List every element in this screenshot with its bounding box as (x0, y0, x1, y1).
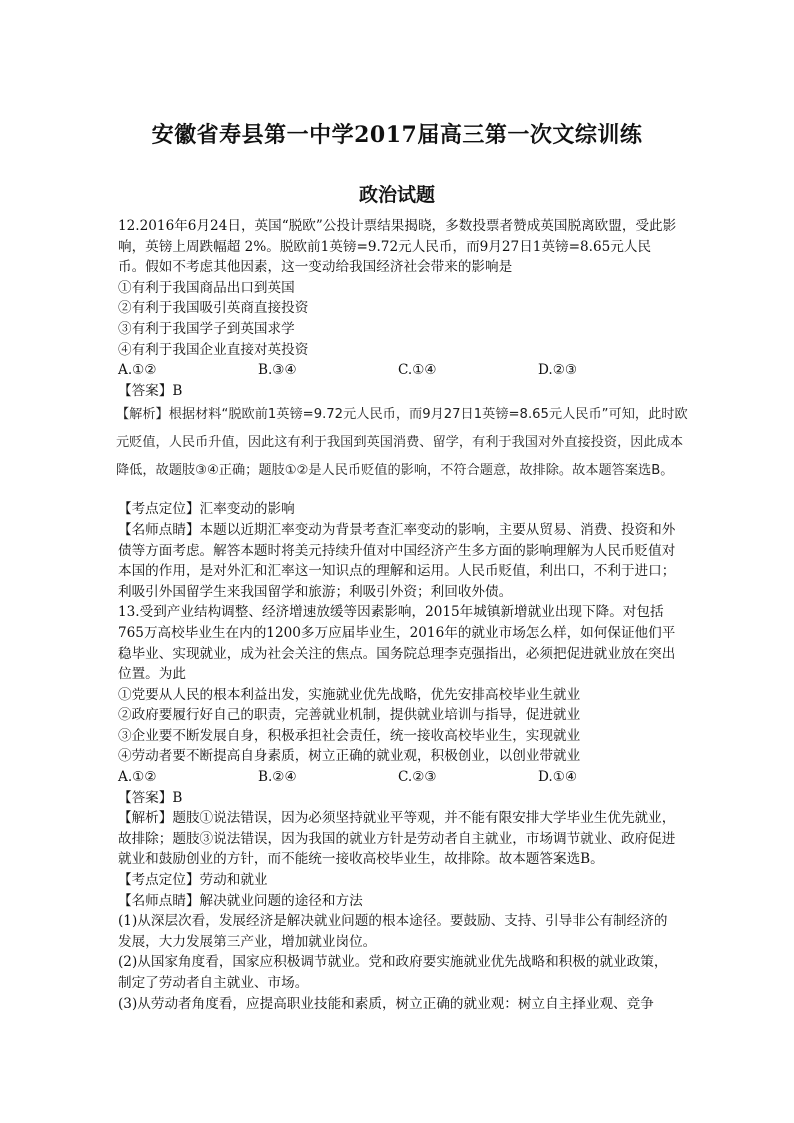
question-12-options (118, 360, 678, 381)
question-12-item-3: ③有利于我国学子到英国求学 (118, 320, 295, 337)
question-13-item-3: ③企业要不断发展自身，积极承担社会责任，统一接收高校毕业生，实现就业 (118, 727, 581, 744)
question-12-kaodian: 【考点定位】汇率变动的影响 (118, 501, 295, 518)
option-c: C.②③ (398, 769, 437, 786)
question-13-item-1: ①党要从人民的根本利益出发，实施就业优先战略，优先安排高校毕业生就业 (118, 686, 581, 703)
document-title: 安徽省寿县第一中学2017届高三第一次文综训练 (151, 122, 643, 148)
question-13-dianjing: 【名师点睛】解决就业问题的途径和方法 (118, 892, 363, 909)
document-subtitle: 政治试题 (358, 184, 435, 206)
question-13-answer: 【答案】B (118, 789, 183, 806)
question-12-stem: 12.2016年6月24日，英国“脱欧”公投计票结果揭晓，多数投票者赞成英国脱离欧盟，受此影响，英镑上周跌幅超 2%。脱欧前1英镑=9.72元人民币，而9月27日1英镑=8.65元人民币。假如不考虑其他因素，这一变动给我国经济社会带来的影响是 (118, 218, 677, 276)
option-a: A.①② (118, 769, 157, 786)
question-12-analysis: 【解析】根据材料“脱欧前1英镑=9.72元人民币，而9月27日1英镑=8.65元人民币”可知，此时欧元贬值，人民币升值，因此这有利于我国到英国消费、留学，有利于我国对外直接投资，因此成本降低，故题肢③④正确；题肢①②是人民币贬值的影响，不符合题意，故排除。故本题答案选B。 (116, 407, 688, 479)
option-d: D.①④ (538, 769, 578, 786)
question-13-kaodian: 【考点定位】劳动和就业 (118, 872, 268, 889)
question-12-item-4: ④有利于我国企业直接对英投资 (118, 341, 309, 358)
question-12-item-2: ②有利于我国吸引英商直接投资 (118, 300, 309, 317)
document-content (116, 216, 688, 1014)
spacer (118, 485, 678, 499)
question-13-stem: 13.受到产业结构调整、经济增速放缓等因素影响，2015年城镇新增就业出现下降。对包括765万高校毕业生在内的1200多万应届毕业生，2016年的就业市场怎么样，如何保证他们平稳毕业、实现就业，成为社会关注的焦点。国务院总理李克强指出，必须把促进就业放在突出位置。为此 (118, 604, 676, 683)
question-13-point-3: (3)从劳动者角度看，应提高职业技能和素质，树立正确的就业观：树立自主择业观、竞争 (118, 995, 654, 1012)
question-12-item-1: ①有利于我国商品出口到英国 (118, 279, 295, 296)
question-12-answer: 【答案】B (118, 382, 183, 399)
option-c: C.①④ (398, 362, 437, 379)
option-b: B.③④ (258, 362, 297, 379)
option-b: B.②④ (258, 769, 297, 786)
option-d: D.②③ (538, 362, 578, 379)
option-a: A.①② (118, 362, 157, 379)
question-13-item-4: ④劳动者要不断提高自身素质，树立正确的就业观，积极创业，以创业带就业 (118, 748, 581, 765)
question-13-point-2: (2)从国家角度看，国家应积极调节就业。党和政府要实施就业优先战略和积极的就业政策，制定了劳动者自主就业、市场。 (118, 954, 668, 991)
question-13-item-2: ②政府要履行好自己的职责，完善就业机制，提供就业培训与指导，促进就业 (118, 707, 581, 724)
question-12-dianjing: 【名师点睛】本题以近期汇率变动为背景考查汇率变动的影响，主要从贸易、消费、投资和外债等方面考虑。解答本题时将美元持续升值对中国经济产生多方面的影响理解为人民币贬值对本国的作用，是对外汇和汇率这一知识点的理解和运用。人民币贬值，利出口，不利于进口；利吸引外国留学生来我国留学和旅游；利吸引外资；利回收外债。 (118, 521, 676, 600)
question-13-options (118, 767, 678, 788)
question-13-analysis: 【解析】题肢①说法错误，因为必须坚持就业平等观，并不能有限安排大学毕业生优先就业，故排除；题肢③说法错误，因为我国的就业方针是劳动者自主就业，市场调节就业、政府促进就业和鼓励创业的方针，而不能统一接收高校毕业生，故排除。故本题答案选B。 (118, 810, 676, 868)
question-13-point-1: (1)从深层次看，发展经济是解决就业问题的根本途径。要鼓励、支持、引导非公有制经济的发展，大力发展第三产业，增加就业岗位。 (118, 913, 668, 950)
